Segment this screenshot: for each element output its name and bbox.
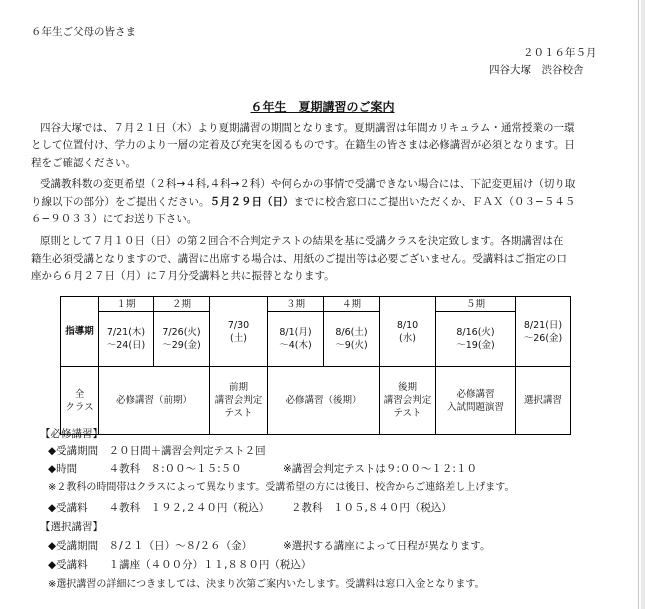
- page-title: ６年生 夏期講習のご案内: [250, 100, 395, 114]
- info-line: ※講習会判定テストは９:００～１２:１０: [283, 463, 477, 475]
- period-label: １期: [99, 297, 154, 312]
- info-line: ※選択する講座によって日程が異なります。: [283, 540, 491, 552]
- paragraph-text: り線以下の部分）をご提出ください。: [31, 196, 210, 208]
- info-line: ２教科 １０５,８４０円（税込）: [291, 502, 452, 514]
- paragraph-text: までに校舎窓口にご提出いただくか、ＦＡＸ（０３−５４５: [293, 196, 576, 208]
- paragraph-line: [31, 195, 575, 209]
- course-cell: 必修講習（後期）: [268, 367, 380, 435]
- schedule-table: [60, 296, 571, 435]
- period-dates: 8/1(月) ～4(木): [268, 312, 324, 367]
- period-dates: 8/21(日) ～26(金): [516, 297, 571, 367]
- info-note: ※２教科の時間帯はクラスによって異なります。受講希望の方には後日、校舎からご連絡差し上げます。: [48, 482, 515, 493]
- section-heading: 【選択講習】: [40, 521, 103, 533]
- course-cell: 前期 講習会判定 テスト: [210, 367, 268, 435]
- section-heading: 【必修講習】: [40, 428, 103, 440]
- paragraph-line: 籍生必須受講となりますので、講習に出席する場合は、用紙のご提出等は必要ございません。受講料はご指定の口: [31, 253, 567, 265]
- page-edge: [638, 0, 639, 609]
- row-header-class: 全 クラス: [61, 367, 99, 435]
- info-line: ◆受講料 ４教科 １９２,２４０円（税込）: [48, 502, 270, 514]
- course-cell: 後期 講習会判定 テスト: [380, 367, 436, 435]
- period-dates: 8/10 (水): [380, 297, 436, 367]
- scrollbar-track[interactable]: [641, 0, 645, 609]
- info-note: ※選択講習の詳細につきましては、決まり次第ご案内いたします。受講料は窓口入金となります。: [48, 579, 485, 590]
- course-cell: 選択講習: [516, 367, 571, 435]
- paragraph-line: 四谷大塚では、７月２１日（木）より夏期講習の期間となります。夏期講習は年間カリキュラム・通常授業の一環: [40, 122, 575, 134]
- period-dates: 7/26(火) ～29(金): [154, 312, 210, 367]
- course-cell: 必修講習 入試問題演習: [436, 367, 516, 435]
- sender: 四谷大塚 渋谷校舎: [489, 64, 584, 76]
- paragraph-line: として位置付け、学力のより一層の定着及び充実を図るものです。在籍生の皆さまは必修講習が必須となります。日: [31, 139, 575, 151]
- paragraph-line: 座から６月２７日（月）に７月分受講料と共に振替となります。: [31, 270, 335, 282]
- paragraph-line: 受講教科数の変更希望（２科→４科,４科→２科）や何らかの事情で受講できない場合には、下記変更届け（切り取: [40, 178, 576, 190]
- course-cell: 必修講習（前期）: [99, 367, 210, 435]
- info-line: ◆受講料 １講座（４００分）１１,８８０円（税込）: [48, 559, 312, 571]
- period-label: ５期: [436, 297, 516, 312]
- issue-date: ２０１６年５月: [523, 47, 597, 59]
- info-line: ◆時間 ４教科 ８:００～１５:５０: [48, 463, 242, 475]
- paragraph-line: 程をご確認ください。: [31, 157, 136, 169]
- period-label: ４期: [324, 297, 380, 312]
- period-label: ３期: [268, 297, 324, 312]
- period-dates: 7/21(木) ～24(日): [99, 312, 154, 367]
- info-line: ◆受講期間 ８/２１（日）～８/２６（金）: [48, 540, 253, 552]
- period-dates: 8/16(火) ～19(金): [436, 312, 516, 367]
- greeting: ６年生ご父母の皆さま: [31, 26, 136, 38]
- period-dates: 8/6(土) ～9(火): [324, 312, 380, 367]
- row-header-period: 指導期: [61, 297, 99, 367]
- deadline-text: ５月２９日（日）: [209, 196, 294, 208]
- period-label: ２期: [154, 297, 210, 312]
- paragraph-line: 原則として７月１０日（日）の第２回合不合判定テストの結果を基に受講クラスを決定致します。各期講習は在: [40, 235, 564, 247]
- period-dates: 7/30 (土): [210, 297, 268, 367]
- paragraph-line: ６−９０３３）にてお送り下さい。: [31, 213, 198, 225]
- info-line: ◆受講期間 ２０日間＋講習会判定テスト２回: [48, 445, 266, 457]
